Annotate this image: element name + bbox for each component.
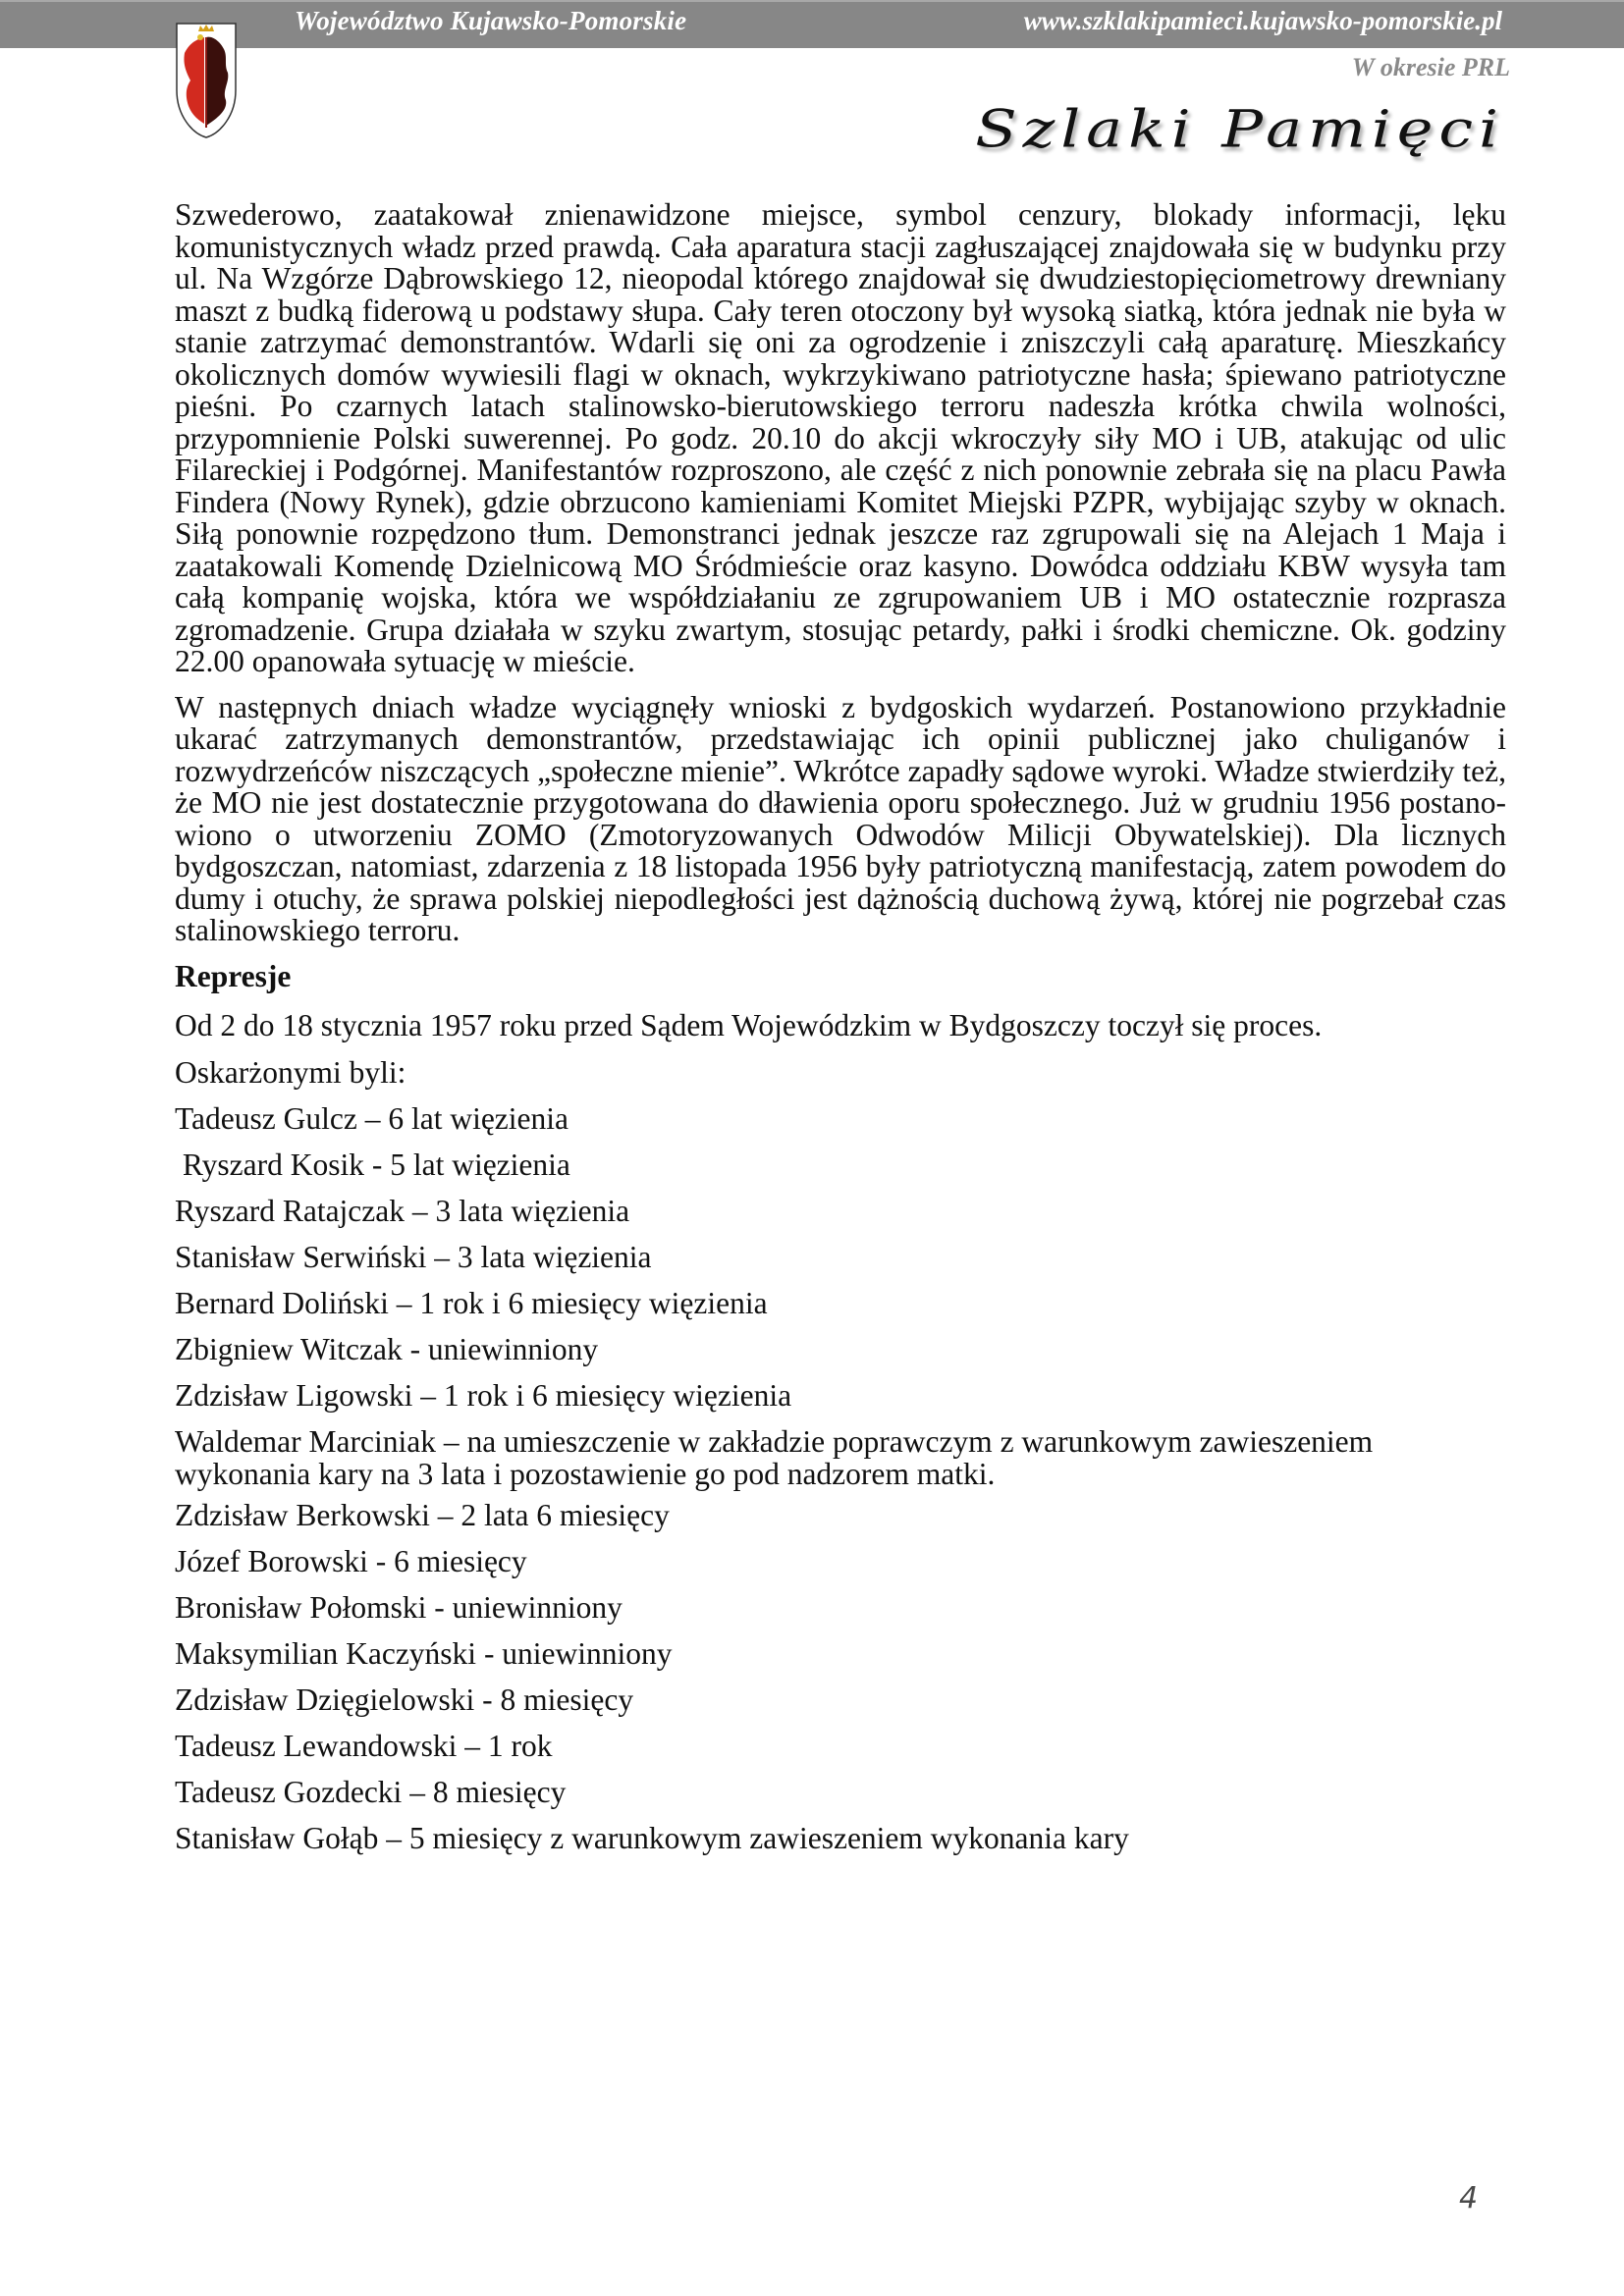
document-body bbox=[175, 199, 1506, 1869]
list-item: Tadeusz Gulcz – 6 lat więzienia bbox=[175, 1101, 568, 1136]
brand-logo-text: Szlaki Pamięci bbox=[975, 98, 1504, 160]
body-paragraph: W następnych dniach władze wyciągnęły wnioski z bydgoskich wydarzeń. Postanowiono przykładnie ukarać zatrzymanych demonstrantów, przedstawiając ich opinii publicznej jako chuliganów i rozwydrzeńców niszczących „społeczne mienie”. Wkrótce zapadły sądowe wyroki. Władze stwierdziły też, że MO nie jest dostatecznie przygotowana do dławienia oporu społecznego. Już w grudniu 1956 postano-wiono o utworzeniu ZOMO (Zmotoryzowanych Odwodów Milicji Obywatelskiej). Dla licznych bydgoszczan, natomiast, zdarzenia z 18 listopada 1956 były patriotyczną manifestacją, zatem powodem do dumy i otuchy, że sprawa polskiej niepodległości jest dążnością duchową żywą, której nie pogrzebał czas stalinowskiego terroru. bbox=[175, 689, 1506, 947]
list-item: Tadeusz Gozdecki – 8 miesięcy bbox=[175, 1775, 567, 1809]
coat-of-arms-icon bbox=[175, 22, 238, 139]
list-item: Józef Borowski - 6 miesięcy bbox=[175, 1544, 527, 1578]
page-number: 4 bbox=[1459, 2181, 1479, 2216]
header-bar bbox=[0, 0, 1624, 48]
list-item: Ryszard Ratajczak – 3 lata więzienia bbox=[175, 1194, 630, 1228]
site-url: www.szklakipamieci.kujawsko-pomorskie.pl bbox=[1023, 6, 1502, 35]
section-heading: Represje bbox=[175, 958, 292, 993]
list-item: Bronisław Połomski - uniewinniony bbox=[175, 1590, 623, 1625]
list-item: Zdzisław Berkowski – 2 lata 6 miesięcy bbox=[175, 1498, 670, 1532]
list-item: Ryszard Kosik - 5 lat więzienia bbox=[175, 1148, 570, 1182]
list-item: Stanisław Gołąb – 5 miesięcy z warunkowym zawieszeniem wykonania kary bbox=[175, 1821, 1129, 1855]
list-item: Maksymilian Kaczyński - uniewinniony bbox=[175, 1636, 673, 1671]
trial-intro: Od 2 do 18 stycznia 1957 roku przed Sądem Wojewódzkim w Bydgoszczy toczył się proces. bbox=[175, 1008, 1323, 1042]
accused-list bbox=[175, 1103, 1506, 1855]
list-item: Bernard Doliński – 1 rok i 6 miesięcy więzienia bbox=[175, 1286, 768, 1320]
body-paragraph: Szwederowo, zaatakował znienawidzone miejsce, symbol cenzury, blokady informacji, lęku komunistycznych władz przed prawdą. Cała aparatura stacji zagłuszającej znajdowała się w budynku przy ul. Na Wzgórze Dąbrowskiego 12, nieopodal którego znajdował się dwudziestopięciometrowy drewniany maszt z budką fiderową u podstawy słupa. Cały teren otoczony był wysoką siatką, która jednak nie była w stanie zatrzymać demonstrantów. Wdarli się oni za ogrodzenie i zniszczyli całą aparaturę. Mieszkańcy okolicznych domów wywiesili flagi w oknach, wykrzykiwano patriotyczne hasła; śpiewano patriotyczne pieśni. Po czarnych latach stalinowsko-bierutowskiego terroru nadeszła krótka chwila wolności, przypomnienie Polski suwerennej. Po godz. 20.10 do akcji wkroczyły siły MO i UB, atakując od ulic Filareckiej i Podgórnej. Manifestantów rozproszono, ale część z nich ponownie zebrała się na placu Pawła Findera (Nowy Rynek), gdzie obrzucono kamieniami Komitet Miejski PZPR, wybijając szyby w oknach. Siłą ponownie rozpędzono tłum. Demonstranci jednak jeszcze raz zgrupowali się na Alejach 1 Maja i zaatakowali Komendę Dzielnicową MO Śródmieście oraz kasyno. Dowódca oddziału KBW wysyła tam całą kompanię wojska, która we współdziałaniu ze zgrupowaniem UB i MO ostatecznie rozprasza zgromadzenie. Grupa działała w szyku zwartym, stosując petardy, pałki i środki chemiczne. Ok. godziny 22.00 opanowała sytuację w mieście. bbox=[175, 197, 1506, 678]
list-item: Zdzisław Dzięgielowski - 8 miesięcy bbox=[175, 1682, 634, 1717]
list-item: Zdzisław Ligowski – 1 rok i 6 miesięcy więzienia bbox=[175, 1378, 792, 1413]
list-item: Zbigniew Witczak - uniewinniony bbox=[175, 1332, 599, 1366]
list-item: Waldemar Marciniak – na umieszczenie w zakładzie poprawczym z warunkowym zawieszeniem wykonania kary na 3 lata i pozostawienie go pod nadzorem matki. bbox=[175, 1424, 1374, 1491]
section-subtitle: W okresie PRL bbox=[1351, 53, 1510, 81]
list-item: Tadeusz Lewandowski – 1 rok bbox=[175, 1729, 553, 1763]
list-item: Stanisław Serwiński – 3 lata więzienia bbox=[175, 1240, 652, 1274]
region-name: Województwo Kujawsko-Pomorskie bbox=[295, 6, 687, 35]
accused-intro: Oskarżonymi byli: bbox=[175, 1054, 406, 1090]
